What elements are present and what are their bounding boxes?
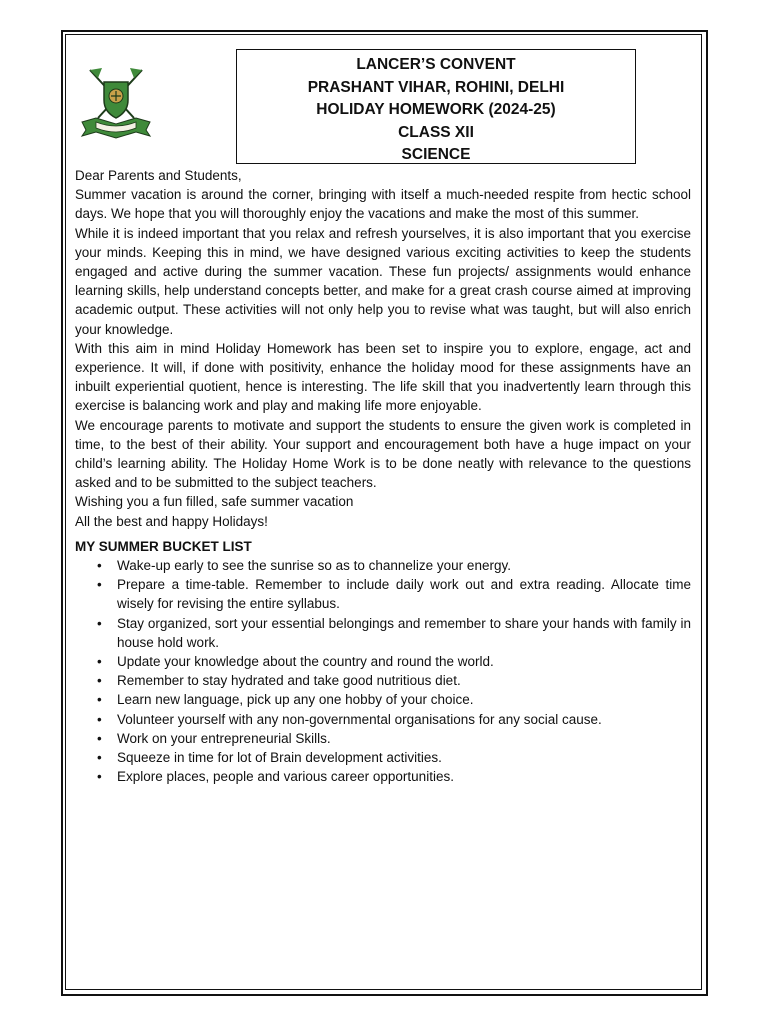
document-title: HOLIDAY HOMEWORK (2024-25) xyxy=(316,101,556,118)
list-item-text: Learn new language, pick up any one hobby of your choice. xyxy=(117,692,474,708)
letter-paragraph: Summer vacation is around the corner, bringing with itself a much-needed respite from hectic school days. We hope that you will thoroughly enjoy the vacations and make the most of this summer. xyxy=(75,187,691,222)
letter-body xyxy=(75,166,691,787)
list-item xyxy=(97,690,691,709)
stream-label: SCIENCE xyxy=(401,146,471,163)
bucket-list-title: MY SUMMER BUCKET LIST xyxy=(75,538,252,554)
list-item-text: Remember to stay hydrated and take good nutritious diet. xyxy=(117,673,461,689)
list-item-text: Explore places, people and various career opportunities. xyxy=(117,769,454,785)
list-item-text: Prepare a time-table. Remember to include daily work out and extra reading. Allocate time wisely for revising the entire syllabus. xyxy=(117,577,691,612)
school-crest-icon xyxy=(76,60,158,142)
list-item xyxy=(97,652,691,671)
list-item xyxy=(97,767,691,786)
bullet-icon: • xyxy=(97,577,102,593)
school-address: PRASHANT VIHAR, ROHINI, DELHI xyxy=(307,78,565,96)
bullet-icon: • xyxy=(97,654,102,670)
closing-line: Wishing you a fun filled, safe summer vacation xyxy=(75,494,354,510)
header-box xyxy=(236,49,636,164)
bullet-icon: • xyxy=(97,673,102,689)
list-item-text: Work on your entrepreneurial Skills. xyxy=(117,730,331,746)
list-item xyxy=(97,575,691,613)
letter-paragraph: We encourage parents to motivate and support the students to ensure the given work is completed in time, to the best of their ability. Your support and encouragement both have a huge impact on your child’s learning ability. The Holiday Home Work is to be done neatly with relevance to the questions asked and to be submitted to the subject teachers. xyxy=(75,417,691,491)
list-item-text: Update your knowledge about the country and round the world. xyxy=(117,654,494,670)
list-item-text: Wake-up early to see the sunrise so as to channelize your energy. xyxy=(117,558,511,574)
list-item xyxy=(97,748,691,767)
list-item xyxy=(97,671,691,690)
list-item xyxy=(97,614,691,652)
bullet-icon: • xyxy=(97,730,102,746)
list-item xyxy=(97,710,691,729)
salutation: Dear Parents and Students, xyxy=(75,168,242,183)
bucket-list xyxy=(75,556,691,786)
list-item xyxy=(97,556,691,575)
bullet-icon: • xyxy=(97,692,102,708)
letter-paragraph: While it is indeed important that you relax and refresh yourselves, it is also important that you exercise your minds. Keeping this in mind, we have designed various exciting activities to keep the students engaged and active during the summer vacation. These fun projects/ assignments would enhance learning skills, help understand concepts better, and make for a great crash course aimed at improving academic output. These activities will not only help you to revise what was taught, but will also enrich your knowledge. xyxy=(75,225,691,337)
list-item-text: Volunteer yourself with any non-governmental organisations for any social cause. xyxy=(117,711,602,727)
bullet-icon: • xyxy=(97,750,102,766)
class-label: CLASS XII xyxy=(398,123,474,141)
bullet-icon: • xyxy=(97,769,102,785)
school-name: LANCER’S CONVENT xyxy=(356,56,516,73)
list-item-text: Stay organized, sort your essential belongings and remember to share your hands with family in house hold work. xyxy=(117,615,691,650)
closing-line: All the best and happy Holidays! xyxy=(75,513,268,529)
bullet-icon: • xyxy=(97,711,102,727)
bullet-icon: • xyxy=(97,615,102,631)
letter-paragraph: With this aim in mind Holiday Homework has been set to inspire you to explore, engage, act and experience. It will, if done with positivity, enhance the holiday mood for these assignments have an inbuilt experiential quotient, hence is interesting. The life skill that you inadvertently learn through this exercise is balancing work and play and making life more enjoyable. xyxy=(75,340,691,414)
list-item-text: Squeeze in time for lot of Brain development activities. xyxy=(117,750,442,766)
bullet-icon: • xyxy=(97,558,102,574)
list-item xyxy=(97,729,691,748)
